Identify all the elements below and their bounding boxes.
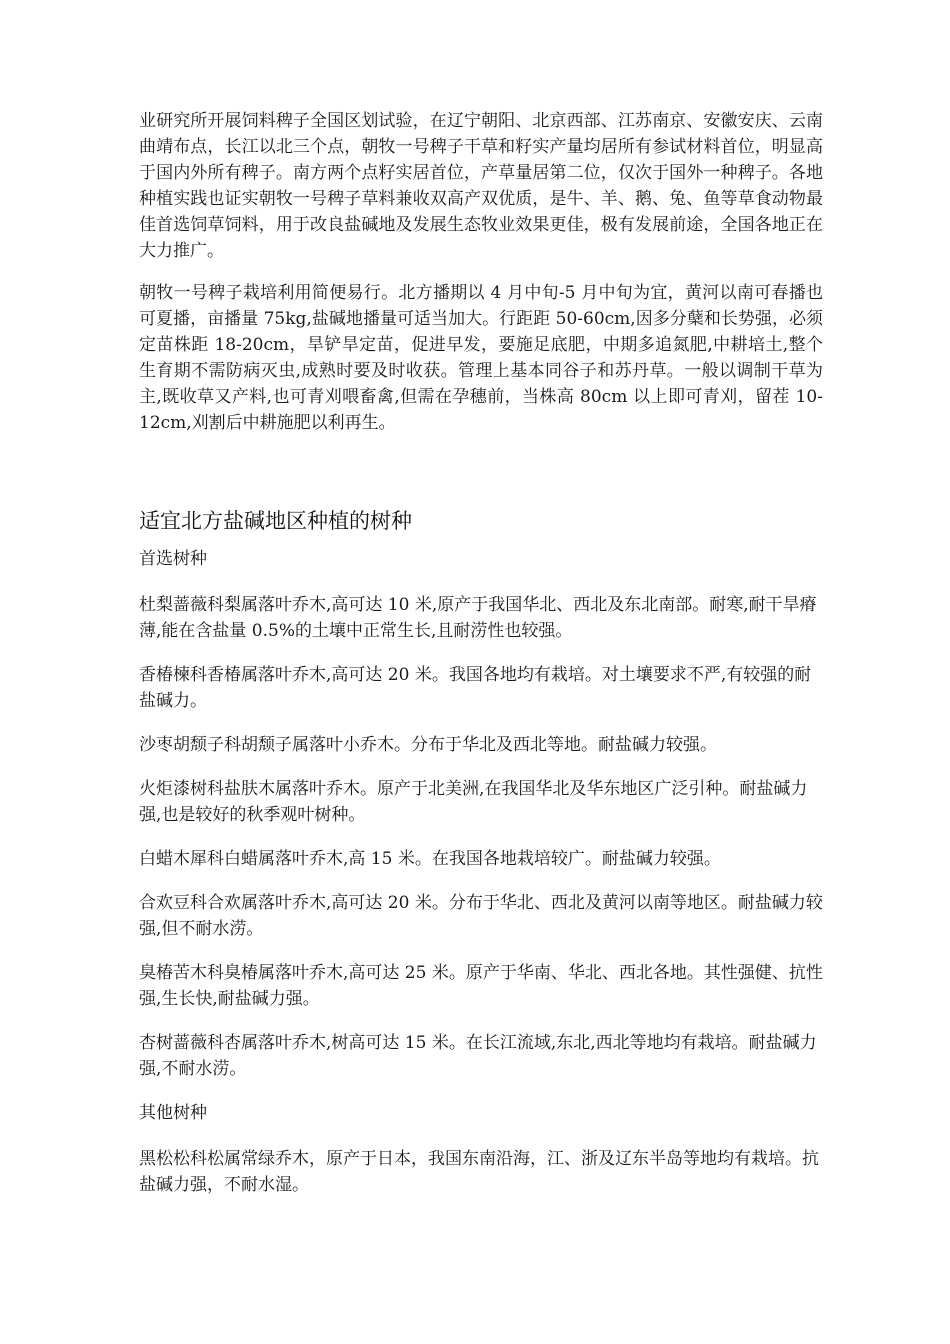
tree-item-chouchun: 臭椿苦木科臭椿属落叶乔木,高可达 25 米。原产于华南、华北、西北各地。其性强健、抗性强,生长快,耐盐碱力强。: [139, 963, 823, 1009]
tree-item-baila: 白蜡木犀科白蜡属落叶乔木,高 15 米。在我国各地栽培较广。耐盐碱力较强。: [139, 849, 721, 869]
tree-item-dulI: 杜梨蔷薇科梨属落叶乔木,高可达 10 米,原产于我国华北、西北及东北南部。耐寒,耐干旱瘠薄,能在含盐量 0.5%的土壤中正常生长,且耐涝性也较强。: [139, 595, 817, 641]
tree-item-hehuan: 合欢豆科合欢属落叶乔木,高可达 20 米。分布于华北、西北及黄河以南等地区。耐盐碱力较强,但不耐水涝。: [139, 893, 823, 939]
other-trees-label: 其他树种: [139, 1103, 207, 1123]
tree-item-huoju: 火炬漆树科盐肤木属落叶乔木。原产于北美洲,在我国华北及华东地区广泛引种。耐盐碱力强,也是较好的秋季观叶树种。: [139, 779, 808, 825]
tree-item-xingshu: 杏树蔷薇科杏属落叶乔木,树高可达 15 米。在长江流域,东北,西北等地均有栽培。耐盐碱力强,不耐水涝。: [139, 1033, 817, 1079]
tree-item-xiangchun: 香椿楝科香椿属落叶乔木,高可达 20 米。我国各地均有栽培。对土壤要求不严,有较强的耐盐碱力。: [139, 665, 812, 711]
intro-paragraph-1: 业研究所开展饲料稗子全国区划试验，在辽宁朝阳、北京西部、江苏南京、安徽安庆、云南曲靖布点，长江以北三个点，朝牧一号稗子干草和籽实产量均居所有参试材料首位，明显高于国内外所有稗子。南方两个点籽实居首位，产草量居第二位，仅次于国外一种稗子。各地种植实践也证实朝牧一号稗子草料兼收双高产双优质，是牛、羊、鹅、兔、鱼等草食动物最佳首选饲草饲料，用于改良盐碱地及发展生态牧业效果更佳，极有发展前途，全国各地正在大力推广。: [139, 111, 823, 261]
document-page: [139, 108, 823, 1216]
section-heading: 适宜北方盐碱地区种植的树种: [139, 509, 412, 533]
preferred-trees-label: 首选树种: [139, 549, 207, 569]
tree-item-shazao: 沙枣胡颓子科胡颓子属落叶小乔木。分布于华北及西北等地。耐盐碱力较强。: [139, 735, 717, 755]
tree-item-heisong: 黑松松科松属常绿乔木，原产于日本，我国东南沿海，江、浙及辽东半岛等地均有栽培。抗盐碱力强，不耐水湿。: [139, 1149, 819, 1195]
intro-paragraph-2: 朝牧一号稗子栽培利用简便易行。北方播期以 4 月中旬-5 月中旬为宜，黄河以南可春播也可夏播，亩播量 75kg,盐碱地播量可适当加大。行距距 50-60cm,因多分蘖和长势强，必须定苗株距 18-20cm，旱铲旱定苗，促进早发，要施足底肥，中期多追氮肥,中耕培土,整个生育期不需防病灭虫,成熟时要及时收获。管理上基本同谷子和苏丹草。一般以调制干草为主,既收草又产料,也可青刈喂畜禽,但需在孕穗前，当株高 80cm 以上即可青刈，留茬 10-12cm,刈割后中耕施肥以利再生。: [139, 283, 823, 433]
